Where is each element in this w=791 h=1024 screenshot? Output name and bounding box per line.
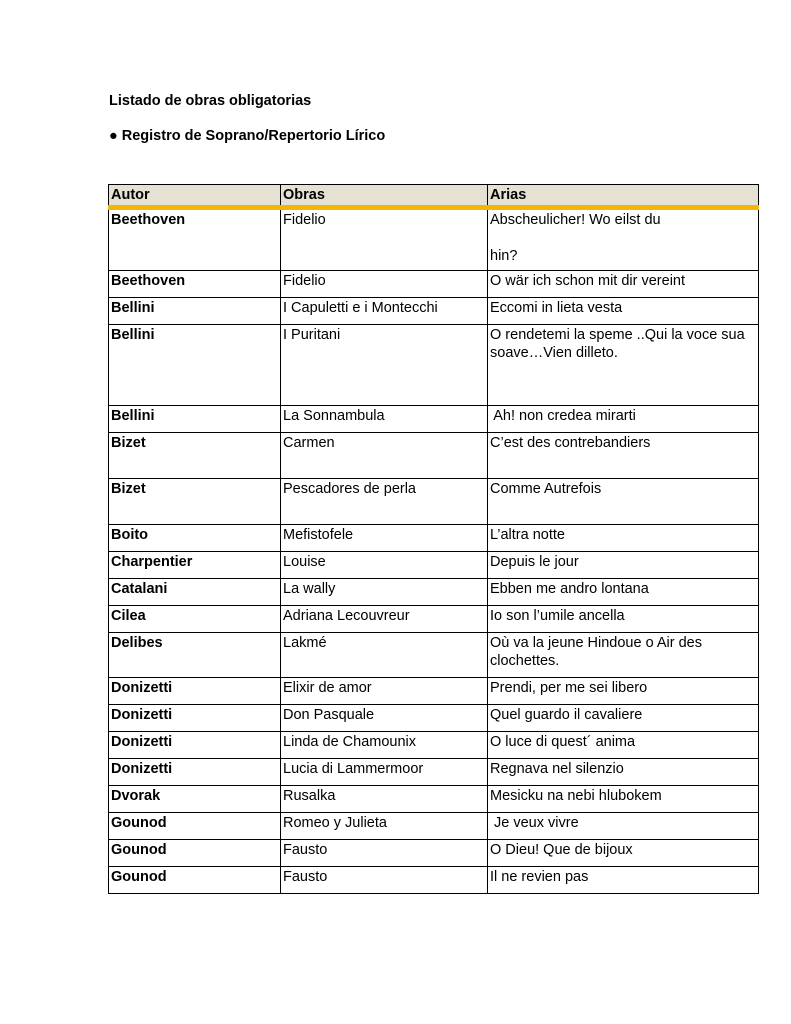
- author-cell: Beethoven: [109, 271, 281, 298]
- work-cell: Rusalka: [281, 786, 488, 813]
- work-cell: Carmen: [281, 433, 488, 479]
- aria-cell: Ah! non credea mirarti: [488, 406, 759, 433]
- work-cell: Don Pasquale: [281, 705, 488, 732]
- aria-cell: Regnava nel silenzio: [488, 759, 759, 786]
- table-row: [109, 433, 759, 479]
- author-cell: Delibes: [109, 633, 281, 678]
- aria-cell: Depuis le jour: [488, 552, 759, 579]
- aria-cell: Comme Autrefois: [488, 479, 759, 525]
- aria-cell: Ebben me andro lontana: [488, 579, 759, 606]
- table-row: [109, 633, 759, 678]
- author-cell: Donizetti: [109, 705, 281, 732]
- aria-cell: O luce di quest´ anima: [488, 732, 759, 759]
- work-cell: Linda de Chamounix: [281, 732, 488, 759]
- aria-cell: O rendetemi la speme ..Qui la voce sua soave…Vien dilleto.: [488, 325, 759, 406]
- work-cell: La Sonnambula: [281, 406, 488, 433]
- section-subtitle: [109, 127, 385, 145]
- work-cell: Mefistofele: [281, 525, 488, 552]
- work-cell: Fausto: [281, 867, 488, 894]
- author-cell: Gounod: [109, 813, 281, 840]
- table-row: [109, 552, 759, 579]
- work-cell: La wally: [281, 579, 488, 606]
- aria-line-continued: hin?: [490, 248, 518, 264]
- work-cell: Adriana Lecouvreur: [281, 606, 488, 633]
- subtitle-text: Registro de Soprano/Repertorio Lírico: [121, 128, 386, 144]
- author-cell: Donizetti: [109, 732, 281, 759]
- work-cell: Louise: [281, 552, 488, 579]
- page-title: Listado de obras obligatorias: [109, 93, 312, 109]
- work-cell: Romeo y Julieta: [281, 813, 488, 840]
- work-cell: Fidelio: [281, 208, 488, 271]
- author-cell: Donizetti: [109, 678, 281, 705]
- author-cell: Beethoven: [109, 208, 281, 271]
- table-header-row: [109, 185, 759, 208]
- author-cell: Bellini: [109, 298, 281, 325]
- header-works: Obras: [281, 185, 488, 208]
- aria-cell: Où va la jeune Hindoue o Air des clochettes.: [488, 633, 759, 678]
- work-cell: Lucia di Lammermoor: [281, 759, 488, 786]
- author-cell: Bellini: [109, 325, 281, 406]
- work-cell: Lakmé: [281, 633, 488, 678]
- work-cell: Pescadores de perla: [281, 479, 488, 525]
- header-arias: Arias: [488, 185, 759, 208]
- table-row: [109, 479, 759, 525]
- table-row: [109, 298, 759, 325]
- author-cell: Cilea: [109, 606, 281, 633]
- author-cell: Catalani: [109, 579, 281, 606]
- author-cell: Charpentier: [109, 552, 281, 579]
- table-row: [109, 579, 759, 606]
- aria-cell: [488, 208, 759, 271]
- table-row: [109, 705, 759, 732]
- author-cell: Bizet: [109, 479, 281, 525]
- work-cell: Elixir de amor: [281, 678, 488, 705]
- author-cell: Boito: [109, 525, 281, 552]
- work-cell: Fausto: [281, 840, 488, 867]
- aria-cell: O wär ich schon mit dir vereint: [488, 271, 759, 298]
- table-row: [109, 325, 759, 406]
- author-cell: Gounod: [109, 840, 281, 867]
- aria-cell: Mesicku na nebi hlubokem: [488, 786, 759, 813]
- aria-cell: Io son l’umile ancella: [488, 606, 759, 633]
- table-row: [109, 840, 759, 867]
- table-row: [109, 732, 759, 759]
- work-cell: Fidelio: [281, 271, 488, 298]
- works-table: [108, 184, 759, 894]
- bullet-icon: ●: [109, 128, 118, 144]
- author-cell: Donizetti: [109, 759, 281, 786]
- table-row: [109, 271, 759, 298]
- aria-cell: O Dieu! Que de bijoux: [488, 840, 759, 867]
- aria-cell: Quel guardo il cavaliere: [488, 705, 759, 732]
- work-cell: I Puritani: [281, 325, 488, 406]
- table-row: [109, 867, 759, 894]
- table-row: [109, 813, 759, 840]
- table-row: [109, 678, 759, 705]
- aria-cell: Eccomi in lieta vesta: [488, 298, 759, 325]
- table-row: [109, 786, 759, 813]
- table-row: [109, 208, 759, 271]
- author-cell: Bellini: [109, 406, 281, 433]
- table-row: [109, 406, 759, 433]
- header-author: Autor: [109, 185, 281, 208]
- aria-line: Abscheulicher! Wo eilst du: [490, 212, 661, 228]
- work-cell: I Capuletti e i Montecchi: [281, 298, 488, 325]
- aria-cell: C’est des contrebandiers: [488, 433, 759, 479]
- author-cell: Gounod: [109, 867, 281, 894]
- table-row: [109, 759, 759, 786]
- author-cell: Bizet: [109, 433, 281, 479]
- aria-cell: L’altra notte: [488, 525, 759, 552]
- aria-cell: Je veux vivre: [488, 813, 759, 840]
- table-row: [109, 606, 759, 633]
- author-cell: Dvorak: [109, 786, 281, 813]
- aria-cell: Il ne revien pas: [488, 867, 759, 894]
- aria-cell: Prendi, per me sei libero: [488, 678, 759, 705]
- table-row: [109, 525, 759, 552]
